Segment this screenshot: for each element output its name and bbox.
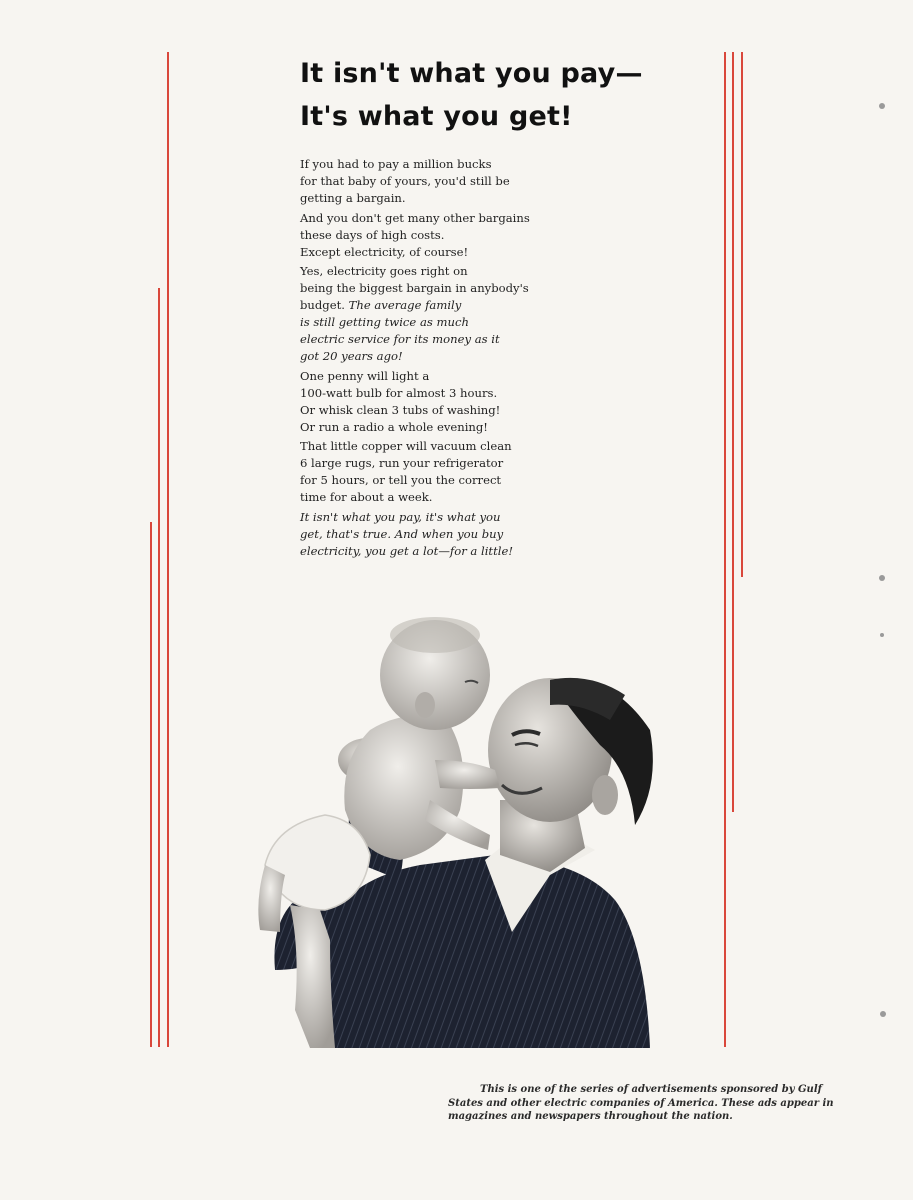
headline (300, 52, 700, 138)
body-line: That little copper will vacuum clean (300, 439, 512, 453)
body-line: for that baby of yours, you'd still be (300, 174, 510, 188)
headline-line-1: It isn't what you pay— (300, 58, 643, 89)
body-line-italic: get, that's true. And when you buy (300, 526, 504, 541)
binder-hole-mark (879, 575, 885, 581)
paragraph-5 (300, 438, 590, 506)
body-line-italic: It isn't what you pay, it's what you (300, 509, 501, 524)
paragraph-2 (300, 210, 590, 261)
body-line-italic: got 20 years ago! (300, 349, 403, 363)
body-line-italic: electric service for its money as it (300, 332, 500, 346)
body-line: Or whisk clean 3 tubs of washing! (300, 402, 501, 417)
binder-hole-mark (880, 1011, 886, 1017)
right-rule-2 (732, 52, 734, 812)
body-line: If you had to pay a million bucks (300, 157, 492, 171)
body-text-italic: The average family (348, 298, 462, 312)
body-line: for 5 hours, or tell you the correct (300, 473, 502, 487)
body-line: Or run a radio a whole evening! (300, 419, 488, 434)
binder-hole-mark (880, 633, 884, 637)
paragraph-6 (300, 509, 590, 560)
body-line-italic: electricity, you get a lot—for a little! (300, 543, 513, 558)
paragraph-4 (300, 368, 590, 436)
body-line: Except electricity, of course! (300, 244, 469, 259)
body-line: time for about a week. (300, 490, 433, 504)
body-line: And you don't get many other bargains (300, 210, 530, 225)
body-copy (300, 156, 590, 562)
sponsor-footnote (448, 1083, 884, 1124)
body-line: 6 large rugs, run your refrigerator (300, 456, 504, 470)
body-line: Yes, electricity goes right on (300, 264, 468, 278)
body-line-mixed (300, 297, 590, 314)
body-line: One penny will light a (300, 368, 430, 383)
body-line: 100-watt bulb for almost 3 hours. (300, 385, 498, 400)
left-rule-1 (150, 522, 152, 1047)
left-rule-2 (158, 288, 160, 1047)
body-line: being the biggest bargain in anybody's (300, 281, 529, 295)
footer-line: magazines and newspapers throughout the nation. (448, 1111, 733, 1122)
binder-hole-mark (879, 103, 885, 109)
body-line: getting a bargain. (300, 191, 406, 205)
father-and-baby-photo (250, 610, 660, 1048)
body-line: these days of high costs. (300, 227, 445, 242)
right-rule-3 (741, 52, 743, 577)
body-line-italic: is still getting twice as much (300, 315, 469, 329)
right-rule-1 (724, 52, 726, 1047)
footer-line: This is one of the series of advertisements sponsored by Gulf (480, 1084, 822, 1095)
headline-line-2: It's what you get! (300, 101, 573, 132)
body-text-plain: budget. (300, 298, 349, 312)
paragraph-3 (300, 263, 590, 365)
footer-line: States and other electric companies of America. These ads appear in (448, 1097, 834, 1109)
paragraph-1 (300, 156, 590, 207)
left-rule-3 (167, 52, 169, 1047)
